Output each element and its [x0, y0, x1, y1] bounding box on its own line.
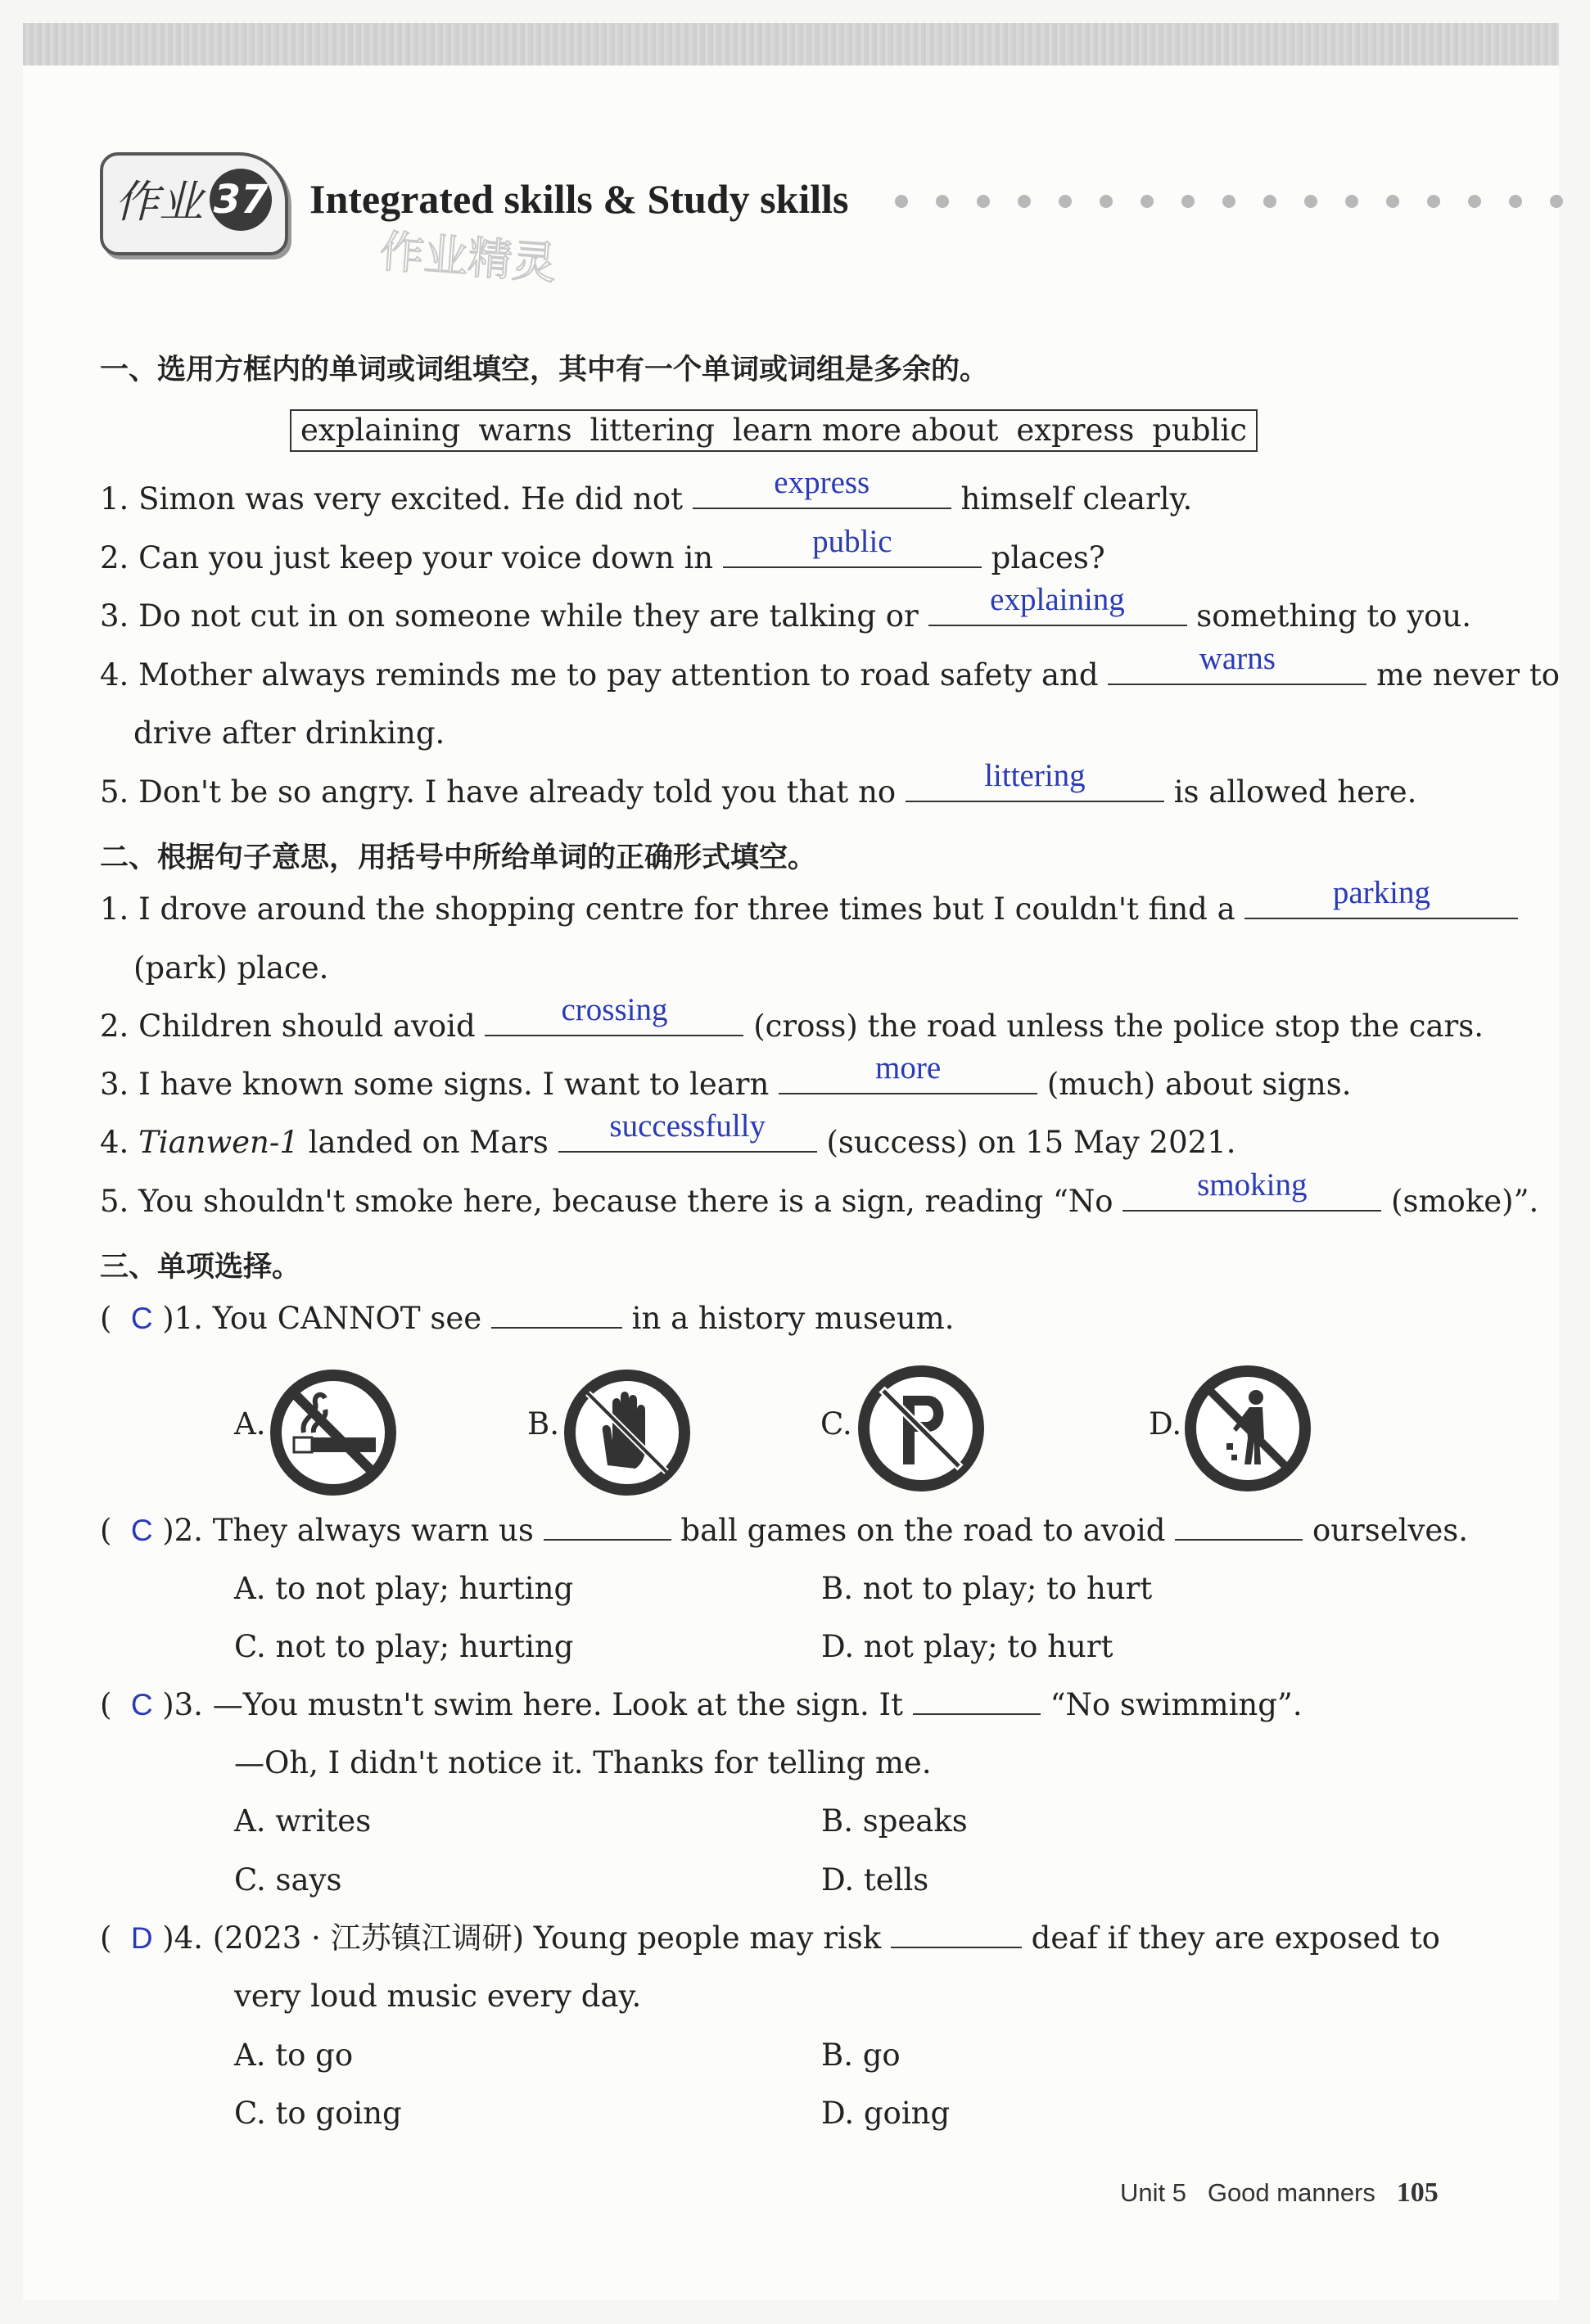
answer-blank[interactable]	[491, 1299, 622, 1329]
choice-answer[interactable]: C	[130, 1302, 153, 1335]
question-text: 5. Don't be so angry. I have already told you that no	[100, 774, 897, 810]
s3-q2	[100, 1511, 1468, 1550]
answer-blank[interactable]	[1244, 875, 1518, 919]
option-b[interactable]: B. go	[821, 2037, 901, 2073]
section1-title: 一、选用方框内的单词或词组填空，其中有一个单词或词组是多余的。	[100, 354, 989, 386]
word-box	[290, 409, 1258, 452]
handwritten-answer: public	[812, 524, 892, 559]
question-text: 5. You shouldn't smoke here, because there is a sign, reading “No	[100, 1184, 1113, 1219]
s1-q2	[100, 524, 1105, 578]
question-text: )2. They always warn us	[162, 1513, 534, 1548]
question-text: (smoke)”.	[1391, 1184, 1539, 1219]
question-text: “No swimming”.	[1050, 1687, 1303, 1722]
s3-q3	[100, 1685, 1303, 1725]
option-a[interactable]: A. writes	[234, 1803, 372, 1839]
answer-blank[interactable]	[485, 992, 743, 1036]
watermark: 作业精灵	[377, 225, 558, 290]
page-number: 105	[1396, 2177, 1439, 2208]
badge-text: 作业	[115, 176, 203, 228]
choice-answer[interactable]: C	[130, 1514, 153, 1547]
s3-q1	[100, 1299, 955, 1338]
word-box-item: learn more about	[732, 413, 999, 448]
question-text: ball games on the road to avoid	[680, 1513, 1166, 1548]
no-littering-sign-icon[interactable]	[1182, 1363, 1313, 1494]
answer-blank[interactable]	[913, 1685, 1041, 1715]
homework-badge	[100, 152, 288, 255]
question-text: places?	[991, 540, 1105, 575]
handwritten-answer: warns	[1199, 641, 1276, 676]
question-text: 1. Simon was very excited. He did not	[100, 481, 683, 517]
word-box-item: explaining	[300, 413, 461, 448]
choice-answer[interactable]: C	[130, 1688, 153, 1722]
open-paren: (	[100, 1301, 122, 1336]
choice-answer[interactable]: D	[130, 1921, 153, 1955]
question-text: )4. (2023 · 江苏镇江调研) Young people may risk	[162, 1920, 882, 1956]
option-a[interactable]: A. to go	[234, 2037, 354, 2073]
s1-q3	[100, 582, 1471, 636]
answer-blank[interactable]	[558, 1108, 817, 1153]
handwritten-answer: more	[875, 1050, 942, 1085]
option-c[interactable]: C. to going	[234, 2096, 402, 2131]
page-title: Integrated skills & Study skills	[309, 176, 849, 222]
s3-q3-line2: —Oh, I didn't notice it. Thanks for telling me.	[234, 1745, 932, 1780]
handwritten-answer: explaining	[990, 582, 1125, 617]
answer-blank[interactable]	[779, 1050, 1037, 1094]
s1-q4-cont: drive after drinking.	[133, 715, 445, 751]
option-label: B.	[527, 1406, 559, 1442]
s2-q1-cont: (park) place.	[133, 950, 329, 986]
question-text: is allowed here.	[1173, 774, 1417, 810]
s2-q2	[100, 992, 1484, 1046]
s1-q1	[100, 465, 1193, 519]
handwritten-answer: littering	[984, 758, 1086, 793]
answer-blank[interactable]	[906, 758, 1164, 802]
option-d[interactable]: D. going	[821, 2096, 951, 2131]
option-b[interactable]: B. not to play; to hurt	[821, 1571, 1153, 1606]
answer-blank[interactable]	[1122, 1167, 1381, 1212]
question-text: (success) on 15 May 2021.	[826, 1125, 1236, 1160]
s1-q5	[100, 758, 1417, 812]
section2-title: 二、根据句子意思，用括号中所给单词的正确形式填空。	[100, 842, 817, 874]
footer-topic: Good manners	[1207, 2178, 1375, 2207]
answer-blank[interactable]	[1175, 1511, 1303, 1541]
section3-title: 三、单项选择。	[100, 1251, 301, 1284]
question-number: 4.	[100, 1125, 129, 1160]
question-text: )1. You CANNOT see	[162, 1301, 482, 1336]
question-text: (much) about signs.	[1046, 1067, 1352, 1102]
answer-blank[interactable]	[928, 582, 1187, 626]
option-label: D.	[1149, 1406, 1182, 1442]
option-d[interactable]: D. tells	[821, 1862, 929, 1898]
question-text: himself clearly.	[960, 481, 1193, 517]
handwritten-answer: successfully	[609, 1108, 766, 1144]
question-text: ourselves.	[1312, 1513, 1468, 1548]
question-text: 1. I drove around the shopping centre for three times but I couldn't find a	[100, 891, 1235, 927]
no-smoking-sign-icon[interactable]	[268, 1367, 399, 1498]
question-text: 3. Do not cut in on someone while they are talking or	[100, 598, 919, 634]
word-box-item: littering	[589, 413, 715, 448]
s1-q4	[100, 641, 1560, 695]
italic-name: Tianwen-1	[138, 1125, 299, 1160]
footer-unit: Unit 5	[1120, 2178, 1186, 2207]
s2-q4	[100, 1108, 1236, 1162]
word-box-item: public	[1152, 413, 1247, 448]
question-text: )3. —You mustn't swim here. Look at the sign. It	[162, 1687, 904, 1722]
handwritten-answer: crossing	[561, 992, 668, 1027]
question-text: landed on Mars	[308, 1125, 549, 1160]
answer-blank[interactable]	[1108, 641, 1366, 685]
option-d[interactable]: D. not play; to hurt	[821, 1629, 1113, 1664]
option-b[interactable]: B. speaks	[821, 1803, 968, 1839]
answer-blank[interactable]	[544, 1511, 671, 1541]
open-paren: (	[100, 1687, 122, 1722]
s3-q4-line2: very loud music every day.	[234, 1979, 642, 2014]
question-text: 4. Mother always reminds me to pay attention to road safety and	[100, 657, 1099, 693]
answer-blank[interactable]	[723, 524, 982, 568]
question-text: 3. I have known some signs. I want to learn	[100, 1067, 770, 1102]
word-box-item: express	[1016, 413, 1135, 448]
handwritten-answer: parking	[1332, 875, 1430, 910]
s2-q3	[100, 1050, 1352, 1104]
s2-q5	[100, 1167, 1539, 1221]
s3-q4	[100, 1919, 1440, 1958]
open-paren: (	[100, 1920, 122, 1956]
no-touching-sign-icon[interactable]	[562, 1367, 693, 1498]
badge-number: 37	[210, 169, 272, 231]
option-label: C.	[820, 1406, 852, 1442]
question-text: deaf if they are exposed to	[1031, 1920, 1440, 1956]
handwritten-answer: express	[774, 465, 870, 500]
page-footer	[1120, 2177, 1439, 2209]
question-text: me never to	[1376, 657, 1560, 693]
question-text: 2. Children should avoid	[100, 1009, 476, 1044]
answer-blank[interactable]	[693, 465, 951, 509]
option-label: A.	[234, 1406, 266, 1442]
option-c[interactable]: C. says	[234, 1862, 342, 1898]
s2-q1	[100, 875, 1518, 929]
handwritten-answer: smoking	[1197, 1167, 1308, 1203]
question-text: in a history museum.	[631, 1301, 955, 1336]
question-text: 2. Can you just keep your voice down in	[100, 540, 714, 575]
answer-blank[interactable]	[891, 1919, 1022, 1948]
no-parking-sign-icon[interactable]	[856, 1363, 987, 1494]
word-box-item: warns	[478, 413, 572, 448]
open-paren: (	[100, 1513, 122, 1548]
question-text: (cross) the road unless the police stop the cars.	[753, 1009, 1484, 1044]
question-text: something to you.	[1196, 598, 1471, 634]
option-c[interactable]: C. not to play; hurting	[234, 1629, 574, 1664]
option-a[interactable]: A. to not play; hurting	[234, 1571, 574, 1606]
scan-top-strip	[23, 23, 1559, 65]
